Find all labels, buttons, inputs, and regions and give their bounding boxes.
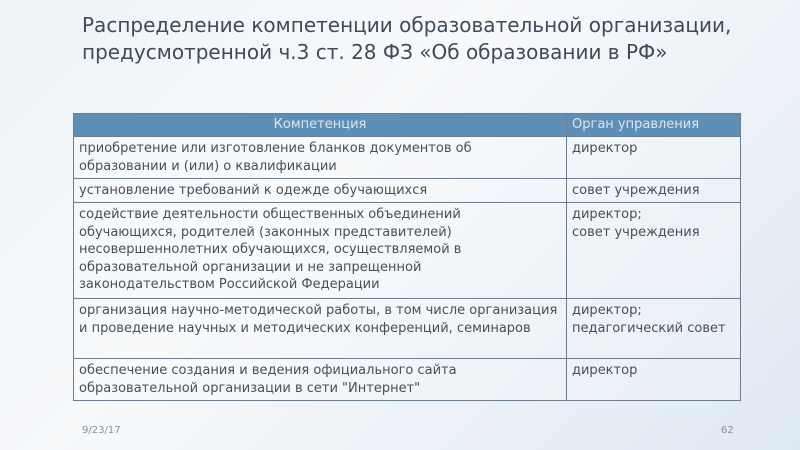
cell-competence: установление требований к одежде обучающихся bbox=[74, 179, 567, 203]
table-row bbox=[74, 359, 741, 401]
cell-competence: содействие деятельности общественных объединений обучающихся, родителей (законных представителей) несовершеннолетних обучающихся, осуществляемой в образовательной организации и не запрещенной законодательством Российской Федерации bbox=[74, 203, 567, 299]
footer-date: 9/23/17 bbox=[82, 425, 121, 436]
cell-competence: организация научно-методической работы, в том числе организация и проведение научных и методических конференций, семинаров bbox=[74, 299, 567, 359]
cell-governing-body: директор; педагогический совет bbox=[567, 299, 741, 359]
footer-page-number: 62 bbox=[721, 425, 734, 436]
cell-governing-body: директор bbox=[567, 359, 741, 401]
cell-governing-body: совет учреждения bbox=[567, 179, 741, 203]
cell-competence: приобретение или изготовление бланков документов об образовании и (или) о квалификации bbox=[74, 137, 567, 179]
table-row bbox=[74, 137, 741, 179]
table-row bbox=[74, 179, 741, 203]
table-row bbox=[74, 299, 741, 359]
header-competence: Компетенция bbox=[74, 114, 567, 137]
competence-table bbox=[73, 113, 741, 401]
slide-title: Распределение компетенции образовательной организации, предусмотренной ч.3 ст. 28 ФЗ «Об образовании в РФ» bbox=[82, 13, 732, 64]
table-row bbox=[74, 203, 741, 299]
table-header-row bbox=[74, 114, 741, 137]
cell-competence: обеспечение создания и ведения официального сайта образовательной организации в сети "Интернет" bbox=[74, 359, 567, 401]
header-governing-body: Орган управления bbox=[567, 114, 741, 137]
cell-governing-body: директор bbox=[567, 137, 741, 179]
cell-governing-body: директор; совет учреждения bbox=[567, 203, 741, 299]
